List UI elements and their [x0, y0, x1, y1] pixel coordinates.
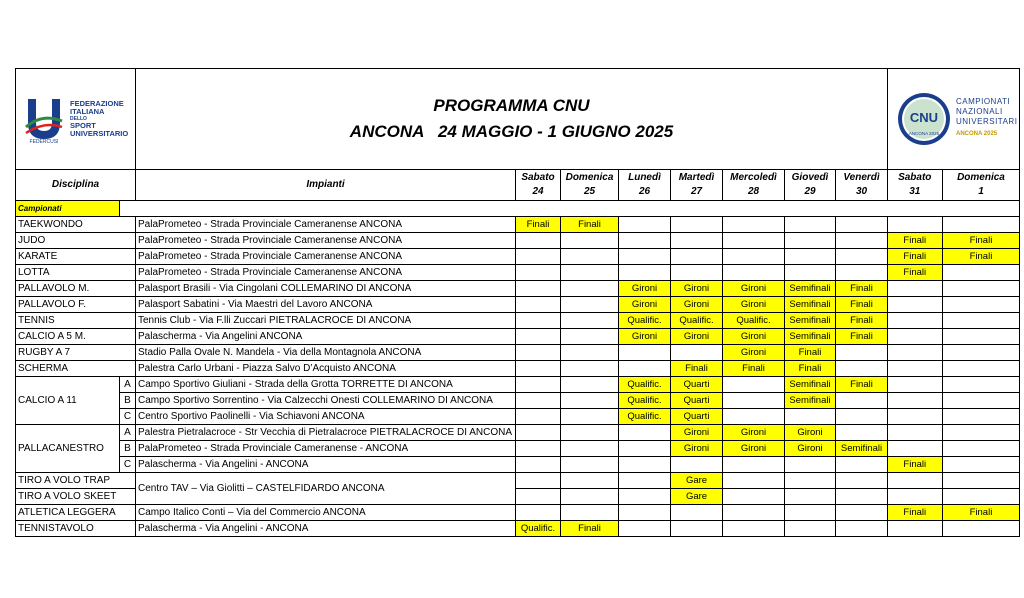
table-row — [16, 441, 1020, 457]
court-letter: B — [120, 393, 136, 409]
venue-cell: Campo Italico Conti – Via del Commercio ANCONA — [136, 505, 516, 521]
schedule-cell — [836, 361, 888, 377]
schedule-cell — [516, 425, 561, 441]
schedule-cell: Finali — [942, 233, 1020, 249]
court-letter: A — [120, 425, 136, 441]
schedule-cell — [723, 473, 785, 489]
schedule-cell: Finali — [785, 361, 836, 377]
schedule-cell — [785, 521, 836, 537]
schedule-cell — [888, 297, 943, 313]
schedule-cell — [619, 505, 671, 521]
schedule-cell: Finali — [888, 249, 943, 265]
day-number: 28 — [747, 186, 760, 197]
venue-cell: Centro Sportivo Paolinelli - Via Schiavoni ANCONA — [136, 409, 516, 425]
court-letter: C — [120, 409, 136, 425]
day-number: 27 — [690, 186, 703, 197]
schedule-cell — [516, 313, 561, 329]
schedule-cell: Gironi — [671, 329, 723, 345]
schedule-cell — [516, 505, 561, 521]
schedule-cell — [942, 297, 1020, 313]
schedule-cell — [723, 409, 785, 425]
schedule-cell — [836, 217, 888, 233]
schedule-cell: Gironi — [785, 441, 836, 457]
schedule-cell: Semifinali — [785, 313, 836, 329]
schedule-cell — [619, 249, 671, 265]
day-name: Sabato — [521, 172, 555, 183]
schedule-cell — [619, 425, 671, 441]
schedule-cell: Gironi — [671, 441, 723, 457]
schedule-cell: Semifinali — [785, 377, 836, 393]
venue-cell: Palestra Pietralacroce - Str Vecchia di Pietralacroce PIETRALACROCE DI ANCONA — [136, 425, 516, 441]
table-row — [16, 521, 1020, 537]
schedule-cell — [942, 265, 1020, 281]
table-row — [16, 425, 1020, 441]
schedule-cell: Gironi — [723, 281, 785, 297]
schedule-cell — [671, 345, 723, 361]
schedule-cell — [516, 329, 561, 345]
fisu-logo — [16, 69, 136, 170]
schedule-cell — [836, 489, 888, 505]
schedule-cell — [785, 217, 836, 233]
schedule-cell — [723, 217, 785, 233]
table-row — [16, 297, 1020, 313]
table-row — [16, 233, 1020, 249]
schedule-cell — [723, 457, 785, 473]
schedule-cell: Semifinali — [785, 281, 836, 297]
day-number: 30 — [855, 186, 868, 197]
day-number: 31 — [909, 186, 921, 197]
schedule-cell: Gironi — [619, 281, 671, 297]
table-row — [16, 473, 1020, 489]
schedule-cell — [785, 457, 836, 473]
schedule-cell — [619, 265, 671, 281]
schedule-cell: Quarti — [671, 377, 723, 393]
schedule-cell — [561, 457, 619, 473]
schedule-cell — [619, 489, 671, 505]
schedule-cell: Finali — [785, 345, 836, 361]
schedule-cell — [888, 393, 943, 409]
schedule-cell: Finali — [671, 361, 723, 377]
schedule-cell: Qualific. — [619, 313, 671, 329]
schedule-cell — [516, 297, 561, 313]
col-day-5 — [785, 170, 836, 201]
schedule-cell — [561, 313, 619, 329]
schedule-cell: Finali — [723, 361, 785, 377]
schedule-cell — [516, 249, 561, 265]
discipline-cell: CALCIO A 5 M. — [16, 329, 136, 345]
day-name: Lunedì — [628, 172, 661, 183]
schedule-cell — [942, 521, 1020, 537]
discipline-cell: LOTTA — [16, 265, 136, 281]
schedule-cell: Gironi — [619, 329, 671, 345]
court-letter: A — [120, 377, 136, 393]
table-row — [16, 281, 1020, 297]
schedule-cell: Finali — [561, 217, 619, 233]
section-row — [16, 201, 1020, 217]
schedule-cell — [516, 457, 561, 473]
schedule-cell — [619, 361, 671, 377]
schedule-cell — [942, 473, 1020, 489]
header-row — [16, 69, 1020, 170]
fisu-text: FEDERAZIONE ITALIANA DELLO SPORT UNIVERSITARIO — [70, 99, 129, 138]
schedule-cell: Finali — [836, 297, 888, 313]
cnu-text: CAMPIONATI NAZIONALI UNIVERSITARI ANCONA 2025 — [956, 97, 1018, 137]
schedule-cell — [942, 281, 1020, 297]
schedule-cell — [516, 473, 561, 489]
table-row — [16, 329, 1020, 345]
schedule-cell — [836, 425, 888, 441]
schedule-cell: Quarti — [671, 393, 723, 409]
day-number: 26 — [638, 186, 651, 197]
court-letter: B — [120, 441, 136, 457]
day-number: 24 — [532, 186, 544, 197]
schedule-cell — [516, 393, 561, 409]
schedule-cell: Gironi — [723, 425, 785, 441]
schedule-cell — [942, 217, 1020, 233]
venue-cell: Palasport Sabatini - Via Maestri del Lavoro ANCONA — [136, 297, 516, 313]
discipline-cell: ATLETICA LEGGERA — [16, 505, 136, 521]
schedule-cell — [888, 441, 943, 457]
schedule-cell — [723, 489, 785, 505]
table-row — [16, 377, 1020, 393]
schedule-cell — [785, 233, 836, 249]
schedule-cell: Semifinali — [785, 393, 836, 409]
schedule-cell: Finali — [888, 233, 943, 249]
schedule-cell — [561, 297, 619, 313]
venue-cell: Centro TAV – Via Giolitti – CASTELFIDARDO ANCONA — [136, 473, 516, 505]
schedule-cell — [942, 393, 1020, 409]
schedule-cell: Finali — [836, 377, 888, 393]
schedule-cell — [561, 377, 619, 393]
schedule-cell: Finali — [888, 505, 943, 521]
day-name: Giovedì — [791, 172, 829, 183]
schedule-cell: Gironi — [723, 329, 785, 345]
schedule-cell: Finali — [836, 313, 888, 329]
schedule-cell — [516, 281, 561, 297]
schedule-cell — [561, 409, 619, 425]
day-name: Venerdì — [843, 172, 880, 183]
table-row — [16, 313, 1020, 329]
schedule-cell: Gironi — [723, 297, 785, 313]
schedule-cell — [561, 505, 619, 521]
schedule-cell — [836, 505, 888, 521]
venue-cell: PalaPrometeo - Strada Provinciale Cameranense ANCONA — [136, 233, 516, 249]
discipline-cell: TAEKWONDO — [16, 217, 136, 233]
venue-cell: Tennis Club - Via F.lli Zuccari PIETRALACROCE DI ANCONA — [136, 313, 516, 329]
schedule-cell — [561, 361, 619, 377]
schedule-cell — [723, 521, 785, 537]
table-row — [16, 217, 1020, 233]
schedule-cell — [785, 249, 836, 265]
schedule-cell: Quarti — [671, 409, 723, 425]
col-day-7 — [888, 170, 943, 201]
schedule-cell — [888, 217, 943, 233]
schedule-cell — [723, 505, 785, 521]
court-letter: C — [120, 457, 136, 473]
schedule-cell — [723, 265, 785, 281]
schedule-cell: Semifinali — [836, 441, 888, 457]
schedule-cell: Qualific. — [723, 313, 785, 329]
schedule-cell — [836, 473, 888, 489]
venue-cell: Palasport Brasili - Via Cingolani COLLEMARINO DI ANCONA — [136, 281, 516, 297]
schedule-cell — [785, 409, 836, 425]
schedule-cell: Semifinali — [785, 297, 836, 313]
schedule-cell — [619, 345, 671, 361]
schedule-cell — [671, 505, 723, 521]
discipline-cell: TIRO A VOLO SKEET — [16, 489, 136, 505]
day-name: Martedì — [678, 172, 715, 183]
schedule-cell — [888, 409, 943, 425]
discipline-cell: TENNISTAVOLO — [16, 521, 136, 537]
schedule-cell — [836, 521, 888, 537]
discipline-cell: PALLAVOLO M. — [16, 281, 136, 297]
schedule-cell: Semifinali — [785, 329, 836, 345]
table-row — [16, 265, 1020, 281]
col-disciplina: Disciplina — [16, 170, 136, 201]
schedule-cell: Finali — [888, 457, 943, 473]
table-row — [16, 505, 1020, 521]
schedule-cell: Qualific. — [619, 377, 671, 393]
schedule-cell: Finali — [516, 217, 561, 233]
venue-cell: Campo Sportivo Giuliani - Strada della Grotta TORRETTE DI ANCONA — [136, 377, 516, 393]
schedule-cell — [942, 377, 1020, 393]
schedule-cell: Finali — [942, 249, 1020, 265]
schedule-cell — [561, 393, 619, 409]
schedule-cell — [516, 361, 561, 377]
table-row — [16, 361, 1020, 377]
schedule-cell — [516, 441, 561, 457]
discipline-cell: RUGBY A 7 — [16, 345, 136, 361]
schedule-cell — [516, 409, 561, 425]
section-label: Campionati — [16, 201, 120, 217]
schedule-cell — [516, 345, 561, 361]
schedule-cell — [888, 521, 943, 537]
schedule-cell: Qualific. — [619, 393, 671, 409]
schedule-cell — [671, 217, 723, 233]
schedule-cell: Finali — [888, 265, 943, 281]
col-day-1 — [561, 170, 619, 201]
page-title: PROGRAMMA CNU ANCONA 24 MAGGIO - 1 GIUGNO 2025 — [136, 69, 888, 170]
col-day-3 — [671, 170, 723, 201]
col-impianti: Impianti — [136, 170, 516, 201]
section-spacer — [120, 201, 1020, 217]
column-header-row — [16, 170, 1020, 201]
col-day-0 — [516, 170, 561, 201]
schedule-cell: Gare — [671, 489, 723, 505]
schedule-cell — [619, 473, 671, 489]
schedule-cell — [723, 249, 785, 265]
schedule-cell — [671, 233, 723, 249]
table-row — [16, 409, 1020, 425]
day-name: Domenica — [565, 172, 614, 183]
discipline-cell: JUDO — [16, 233, 136, 249]
svg-text:ANCONA 2025: ANCONA 2025 — [908, 131, 940, 136]
schedule-cell: Gironi — [723, 441, 785, 457]
table-row — [16, 393, 1020, 409]
schedule-cell — [785, 505, 836, 521]
schedule-cell: Qualific. — [619, 409, 671, 425]
schedule-cell — [942, 441, 1020, 457]
col-day-6 — [836, 170, 888, 201]
table-row — [16, 345, 1020, 361]
venue-cell: Campo Sportivo Sorrentino - Via Calzecchi Onesti COLLEMARINO DI ANCONA — [136, 393, 516, 409]
schedule-cell — [516, 265, 561, 281]
schedule-cell: Finali — [836, 329, 888, 345]
schedule-cell — [836, 233, 888, 249]
day-number: 25 — [583, 186, 596, 197]
discipline-cell: PALLACANESTRO — [16, 425, 120, 473]
schedule-cell — [888, 313, 943, 329]
schedule-cell — [619, 233, 671, 249]
venue-cell: Stadio Palla Ovale N. Mandela - Via della Montagnola ANCONA — [136, 345, 516, 361]
schedule-cell — [942, 457, 1020, 473]
day-name: Domenica — [957, 172, 1005, 183]
table-row — [16, 457, 1020, 473]
schedule-cell — [942, 313, 1020, 329]
schedule-cell — [888, 329, 943, 345]
schedule-cell — [671, 521, 723, 537]
schedule-cell — [561, 425, 619, 441]
schedule-cell — [888, 361, 943, 377]
schedule-cell — [888, 489, 943, 505]
venue-cell: PalaPrometeo - Strada Provinciale Cameranense ANCONA — [136, 217, 516, 233]
schedule-cell — [836, 457, 888, 473]
schedule-cell — [619, 217, 671, 233]
schedule-cell — [785, 265, 836, 281]
svg-text:FEDERCUSI: FEDERCUSI — [29, 139, 59, 145]
schedule-cell — [836, 393, 888, 409]
venue-cell: PalaPrometeo - Strada Provinciale Cameranense ANCONA — [136, 249, 516, 265]
schedule-cell — [888, 377, 943, 393]
schedule-cell — [671, 265, 723, 281]
venue-cell: PalaPrometeo - Strada Provinciale Cameranense ANCONA — [136, 265, 516, 281]
schedule-cell — [619, 441, 671, 457]
schedule-cell: Gironi — [671, 297, 723, 313]
schedule-cell — [942, 409, 1020, 425]
discipline-cell: SCHERMA — [16, 361, 136, 377]
day-name: Mercoledì — [730, 172, 777, 183]
schedule-cell — [942, 329, 1020, 345]
day-name: Sabato — [898, 172, 932, 183]
schedule-cell: Gironi — [671, 281, 723, 297]
schedule-cell: Gare — [671, 473, 723, 489]
schedule-cell — [942, 425, 1020, 441]
schedule-cell: Gironi — [619, 297, 671, 313]
schedule-cell: Gironi — [671, 425, 723, 441]
schedule-cell — [561, 249, 619, 265]
schedule-cell — [836, 345, 888, 361]
schedule-cell: Gironi — [723, 345, 785, 361]
schedule-cell — [561, 489, 619, 505]
schedule-cell: Gironi — [785, 425, 836, 441]
schedule-cell — [561, 265, 619, 281]
schedule-cell — [942, 489, 1020, 505]
schedule-cell: Qualific. — [516, 521, 561, 537]
col-day-2 — [619, 170, 671, 201]
discipline-cell: TENNIS — [16, 313, 136, 329]
schedule-table — [15, 68, 1020, 537]
venue-cell: Palestra Carlo Urbani - Piazza Salvo D’Acquisto ANCONA — [136, 361, 516, 377]
schedule-cell — [671, 249, 723, 265]
schedule-cell — [836, 265, 888, 281]
fisu-u-icon — [22, 93, 66, 145]
svg-text:CNU: CNU — [909, 110, 939, 125]
schedule-cell — [516, 489, 561, 505]
schedule-cell — [942, 361, 1020, 377]
table-row — [16, 249, 1020, 265]
schedule-cell: Finali — [942, 505, 1020, 521]
schedule-cell — [619, 521, 671, 537]
schedule-cell — [516, 233, 561, 249]
schedule-cell — [671, 457, 723, 473]
venue-cell: Palascherma - Via Angelini - ANCONA — [136, 521, 516, 537]
schedule-cell — [785, 473, 836, 489]
col-day-4 — [723, 170, 785, 201]
cnu-badge-icon — [896, 91, 952, 147]
schedule-cell — [723, 233, 785, 249]
schedule-cell — [888, 281, 943, 297]
schedule-cell: Finali — [561, 521, 619, 537]
day-number: 29 — [804, 186, 816, 197]
schedule-cell — [516, 377, 561, 393]
schedule-cell: Qualific. — [671, 313, 723, 329]
schedule-cell — [836, 409, 888, 425]
schedule-cell — [888, 345, 943, 361]
discipline-cell: CALCIO A 11 — [16, 377, 120, 425]
schedule-cell — [785, 489, 836, 505]
schedule-cell — [888, 425, 943, 441]
schedule-cell — [561, 329, 619, 345]
day-number: 1 — [978, 186, 984, 197]
schedule-cell — [723, 377, 785, 393]
discipline-cell: PALLAVOLO F. — [16, 297, 136, 313]
schedule-cell — [561, 345, 619, 361]
col-day-8 — [942, 170, 1020, 201]
venue-cell: PalaPrometeo - Strada Provinciale Cameranense - ANCONA — [136, 441, 516, 457]
discipline-cell: KARATE — [16, 249, 136, 265]
schedule-cell — [619, 457, 671, 473]
schedule-cell — [888, 473, 943, 489]
schedule-cell — [723, 393, 785, 409]
schedule-cell — [561, 441, 619, 457]
venue-cell: Palascherma - Via Angelini ANCONA — [136, 329, 516, 345]
schedule-cell — [561, 233, 619, 249]
schedule-cell — [836, 249, 888, 265]
schedule-cell — [942, 345, 1020, 361]
schedule-cell: Finali — [836, 281, 888, 297]
cnu-logo — [888, 69, 1020, 170]
discipline-cell: TIRO A VOLO TRAP — [16, 473, 136, 489]
venue-cell: Palascherma - Via Angelini - ANCONA — [136, 457, 516, 473]
schedule-cell — [561, 473, 619, 489]
schedule-cell — [561, 281, 619, 297]
